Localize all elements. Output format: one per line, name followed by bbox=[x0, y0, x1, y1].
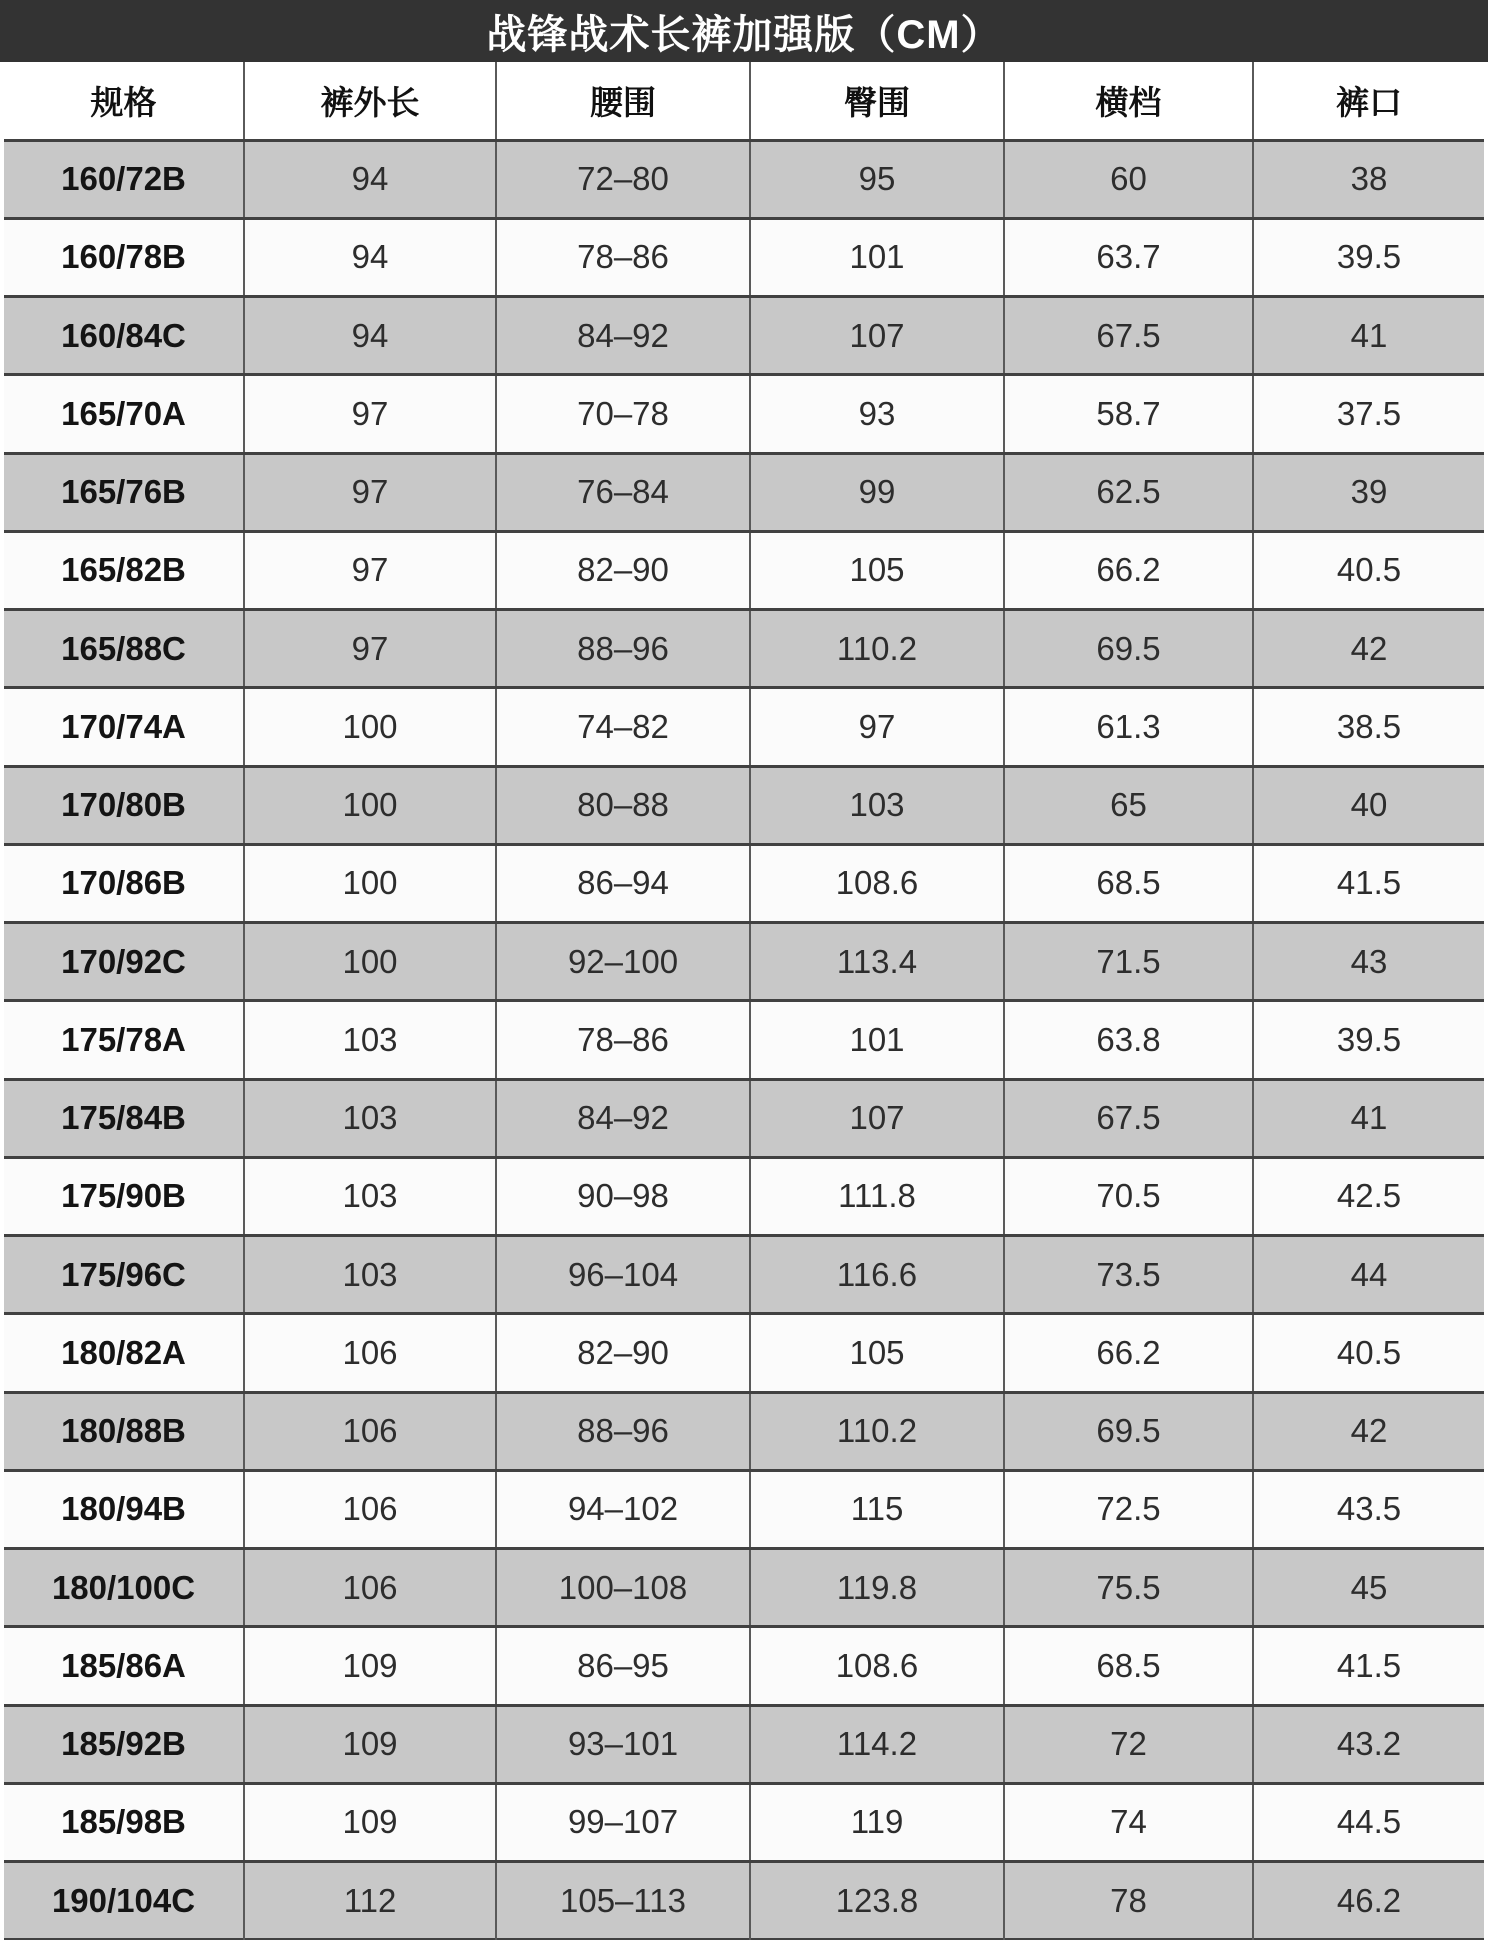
table-row bbox=[4, 1236, 1484, 1314]
value-cell: 42 bbox=[1253, 610, 1484, 688]
value-cell: 110.2 bbox=[750, 610, 1004, 688]
value-cell: 114.2 bbox=[750, 1705, 1004, 1783]
value-cell: 63.7 bbox=[1004, 218, 1253, 296]
value-cell: 43 bbox=[1253, 923, 1484, 1001]
value-cell: 99 bbox=[750, 453, 1004, 531]
spec-cell: 185/92B bbox=[4, 1705, 244, 1783]
spec-cell: 160/84C bbox=[4, 297, 244, 375]
value-cell: 86–94 bbox=[496, 844, 750, 922]
value-cell: 78–86 bbox=[496, 1001, 750, 1079]
value-cell: 41.5 bbox=[1253, 1627, 1484, 1705]
value-cell: 46.2 bbox=[1253, 1862, 1484, 1940]
value-cell: 119 bbox=[750, 1783, 1004, 1861]
value-cell: 74–82 bbox=[496, 688, 750, 766]
column-header-spec: 规格 bbox=[4, 62, 244, 140]
value-cell: 96–104 bbox=[496, 1236, 750, 1314]
value-cell: 109 bbox=[244, 1627, 496, 1705]
value-cell: 76–84 bbox=[496, 453, 750, 531]
value-cell: 74 bbox=[1004, 1783, 1253, 1861]
spec-cell: 180/82A bbox=[4, 1314, 244, 1392]
value-cell: 113.4 bbox=[750, 923, 1004, 1001]
spec-cell: 175/96C bbox=[4, 1236, 244, 1314]
value-cell: 97 bbox=[244, 610, 496, 688]
column-header-waist: 腰围 bbox=[496, 62, 750, 140]
spec-cell: 165/76B bbox=[4, 453, 244, 531]
spec-cell: 185/86A bbox=[4, 1627, 244, 1705]
column-header-crotch: 横档 bbox=[1004, 62, 1253, 140]
value-cell: 73.5 bbox=[1004, 1236, 1253, 1314]
value-cell: 93–101 bbox=[496, 1705, 750, 1783]
table-header-row bbox=[4, 62, 1484, 140]
table-row bbox=[4, 375, 1484, 453]
value-cell: 94 bbox=[244, 297, 496, 375]
value-cell: 58.7 bbox=[1004, 375, 1253, 453]
spec-cell: 180/100C bbox=[4, 1549, 244, 1627]
value-cell: 44.5 bbox=[1253, 1783, 1484, 1861]
spec-cell: 175/90B bbox=[4, 1157, 244, 1235]
value-cell: 72 bbox=[1004, 1705, 1253, 1783]
value-cell: 88–96 bbox=[496, 610, 750, 688]
value-cell: 75.5 bbox=[1004, 1549, 1253, 1627]
value-cell: 42.5 bbox=[1253, 1157, 1484, 1235]
column-header-leg-opening: 裤口 bbox=[1253, 62, 1484, 140]
value-cell: 63.8 bbox=[1004, 1001, 1253, 1079]
spec-cell: 170/92C bbox=[4, 923, 244, 1001]
value-cell: 103 bbox=[244, 1079, 496, 1157]
chart-title-bar bbox=[0, 0, 1488, 62]
value-cell: 84–92 bbox=[496, 297, 750, 375]
value-cell: 38 bbox=[1253, 140, 1484, 218]
value-cell: 94 bbox=[244, 140, 496, 218]
spec-cell: 180/94B bbox=[4, 1470, 244, 1548]
value-cell: 84–92 bbox=[496, 1079, 750, 1157]
value-cell: 107 bbox=[750, 1079, 1004, 1157]
value-cell: 67.5 bbox=[1004, 297, 1253, 375]
value-cell: 39 bbox=[1253, 453, 1484, 531]
spec-cell: 160/78B bbox=[4, 218, 244, 296]
value-cell: 100 bbox=[244, 766, 496, 844]
table-header bbox=[4, 62, 1484, 140]
size-table-container bbox=[0, 62, 1488, 1944]
value-cell: 39.5 bbox=[1253, 218, 1484, 296]
value-cell: 103 bbox=[244, 1157, 496, 1235]
spec-cell: 165/82B bbox=[4, 531, 244, 609]
table-row bbox=[4, 1862, 1484, 1940]
value-cell: 70–78 bbox=[496, 375, 750, 453]
table-row bbox=[4, 531, 1484, 609]
size-table bbox=[4, 62, 1484, 1940]
value-cell: 44 bbox=[1253, 1236, 1484, 1314]
value-cell: 66.2 bbox=[1004, 531, 1253, 609]
value-cell: 93 bbox=[750, 375, 1004, 453]
value-cell: 97 bbox=[750, 688, 1004, 766]
value-cell: 106 bbox=[244, 1392, 496, 1470]
value-cell: 43.5 bbox=[1253, 1470, 1484, 1548]
spec-cell: 165/70A bbox=[4, 375, 244, 453]
value-cell: 45 bbox=[1253, 1549, 1484, 1627]
value-cell: 110.2 bbox=[750, 1392, 1004, 1470]
value-cell: 97 bbox=[244, 375, 496, 453]
value-cell: 72–80 bbox=[496, 140, 750, 218]
value-cell: 101 bbox=[750, 218, 1004, 296]
value-cell: 43.2 bbox=[1253, 1705, 1484, 1783]
value-cell: 66.2 bbox=[1004, 1314, 1253, 1392]
value-cell: 41 bbox=[1253, 1079, 1484, 1157]
table-row bbox=[4, 923, 1484, 1001]
table-row bbox=[4, 1783, 1484, 1861]
column-header-outseam: 裤外长 bbox=[244, 62, 496, 140]
table-row bbox=[4, 297, 1484, 375]
table-row bbox=[4, 453, 1484, 531]
value-cell: 68.5 bbox=[1004, 844, 1253, 922]
value-cell: 92–100 bbox=[496, 923, 750, 1001]
value-cell: 107 bbox=[750, 297, 1004, 375]
table-row bbox=[4, 1392, 1484, 1470]
value-cell: 123.8 bbox=[750, 1862, 1004, 1940]
spec-cell: 170/86B bbox=[4, 844, 244, 922]
value-cell: 90–98 bbox=[496, 1157, 750, 1235]
value-cell: 106 bbox=[244, 1314, 496, 1392]
table-row bbox=[4, 688, 1484, 766]
value-cell: 111.8 bbox=[750, 1157, 1004, 1235]
spec-cell: 160/72B bbox=[4, 140, 244, 218]
table-row bbox=[4, 766, 1484, 844]
spec-cell: 185/98B bbox=[4, 1783, 244, 1861]
value-cell: 82–90 bbox=[496, 531, 750, 609]
value-cell: 61.3 bbox=[1004, 688, 1253, 766]
value-cell: 86–95 bbox=[496, 1627, 750, 1705]
spec-cell: 190/104C bbox=[4, 1862, 244, 1940]
value-cell: 78 bbox=[1004, 1862, 1253, 1940]
table-body bbox=[4, 140, 1484, 1939]
value-cell: 94 bbox=[244, 218, 496, 296]
value-cell: 103 bbox=[244, 1001, 496, 1079]
spec-cell: 180/88B bbox=[4, 1392, 244, 1470]
chart-title: 战锋战术长裤加强版（CM） bbox=[486, 12, 1002, 57]
value-cell: 70.5 bbox=[1004, 1157, 1253, 1235]
value-cell: 72.5 bbox=[1004, 1470, 1253, 1548]
value-cell: 115 bbox=[750, 1470, 1004, 1548]
value-cell: 68.5 bbox=[1004, 1627, 1253, 1705]
value-cell: 106 bbox=[244, 1549, 496, 1627]
value-cell: 37.5 bbox=[1253, 375, 1484, 453]
value-cell: 67.5 bbox=[1004, 1079, 1253, 1157]
value-cell: 42 bbox=[1253, 1392, 1484, 1470]
value-cell: 39.5 bbox=[1253, 1001, 1484, 1079]
table-row bbox=[4, 1157, 1484, 1235]
value-cell: 97 bbox=[244, 453, 496, 531]
value-cell: 106 bbox=[244, 1470, 496, 1548]
column-header-hip: 臀围 bbox=[750, 62, 1004, 140]
value-cell: 62.5 bbox=[1004, 453, 1253, 531]
value-cell: 109 bbox=[244, 1705, 496, 1783]
value-cell: 105–113 bbox=[496, 1862, 750, 1940]
table-row bbox=[4, 1314, 1484, 1392]
value-cell: 100 bbox=[244, 688, 496, 766]
table-row bbox=[4, 1470, 1484, 1548]
table-row bbox=[4, 610, 1484, 688]
table-row bbox=[4, 1079, 1484, 1157]
value-cell: 100 bbox=[244, 923, 496, 1001]
value-cell: 40.5 bbox=[1253, 531, 1484, 609]
value-cell: 100–108 bbox=[496, 1549, 750, 1627]
value-cell: 78–86 bbox=[496, 218, 750, 296]
table-row bbox=[4, 1001, 1484, 1079]
value-cell: 103 bbox=[750, 766, 1004, 844]
value-cell: 40.5 bbox=[1253, 1314, 1484, 1392]
value-cell: 119.8 bbox=[750, 1549, 1004, 1627]
value-cell: 69.5 bbox=[1004, 1392, 1253, 1470]
value-cell: 108.6 bbox=[750, 844, 1004, 922]
value-cell: 94–102 bbox=[496, 1470, 750, 1548]
value-cell: 88–96 bbox=[496, 1392, 750, 1470]
value-cell: 80–88 bbox=[496, 766, 750, 844]
table-row bbox=[4, 1627, 1484, 1705]
table-row bbox=[4, 218, 1484, 296]
value-cell: 38.5 bbox=[1253, 688, 1484, 766]
value-cell: 105 bbox=[750, 1314, 1004, 1392]
value-cell: 65 bbox=[1004, 766, 1253, 844]
table-row bbox=[4, 844, 1484, 922]
value-cell: 69.5 bbox=[1004, 610, 1253, 688]
value-cell: 41 bbox=[1253, 297, 1484, 375]
value-cell: 60 bbox=[1004, 140, 1253, 218]
spec-cell: 165/88C bbox=[4, 610, 244, 688]
value-cell: 101 bbox=[750, 1001, 1004, 1079]
spec-cell: 170/80B bbox=[4, 766, 244, 844]
table-row bbox=[4, 1549, 1484, 1627]
spec-cell: 170/74A bbox=[4, 688, 244, 766]
spec-cell: 175/84B bbox=[4, 1079, 244, 1157]
value-cell: 109 bbox=[244, 1783, 496, 1861]
value-cell: 108.6 bbox=[750, 1627, 1004, 1705]
value-cell: 105 bbox=[750, 531, 1004, 609]
spec-cell: 175/78A bbox=[4, 1001, 244, 1079]
value-cell: 40 bbox=[1253, 766, 1484, 844]
value-cell: 97 bbox=[244, 531, 496, 609]
value-cell: 116.6 bbox=[750, 1236, 1004, 1314]
value-cell: 82–90 bbox=[496, 1314, 750, 1392]
value-cell: 99–107 bbox=[496, 1783, 750, 1861]
value-cell: 95 bbox=[750, 140, 1004, 218]
value-cell: 100 bbox=[244, 844, 496, 922]
table-row bbox=[4, 140, 1484, 218]
value-cell: 41.5 bbox=[1253, 844, 1484, 922]
value-cell: 103 bbox=[244, 1236, 496, 1314]
value-cell: 112 bbox=[244, 1862, 496, 1940]
table-row bbox=[4, 1705, 1484, 1783]
value-cell: 71.5 bbox=[1004, 923, 1253, 1001]
